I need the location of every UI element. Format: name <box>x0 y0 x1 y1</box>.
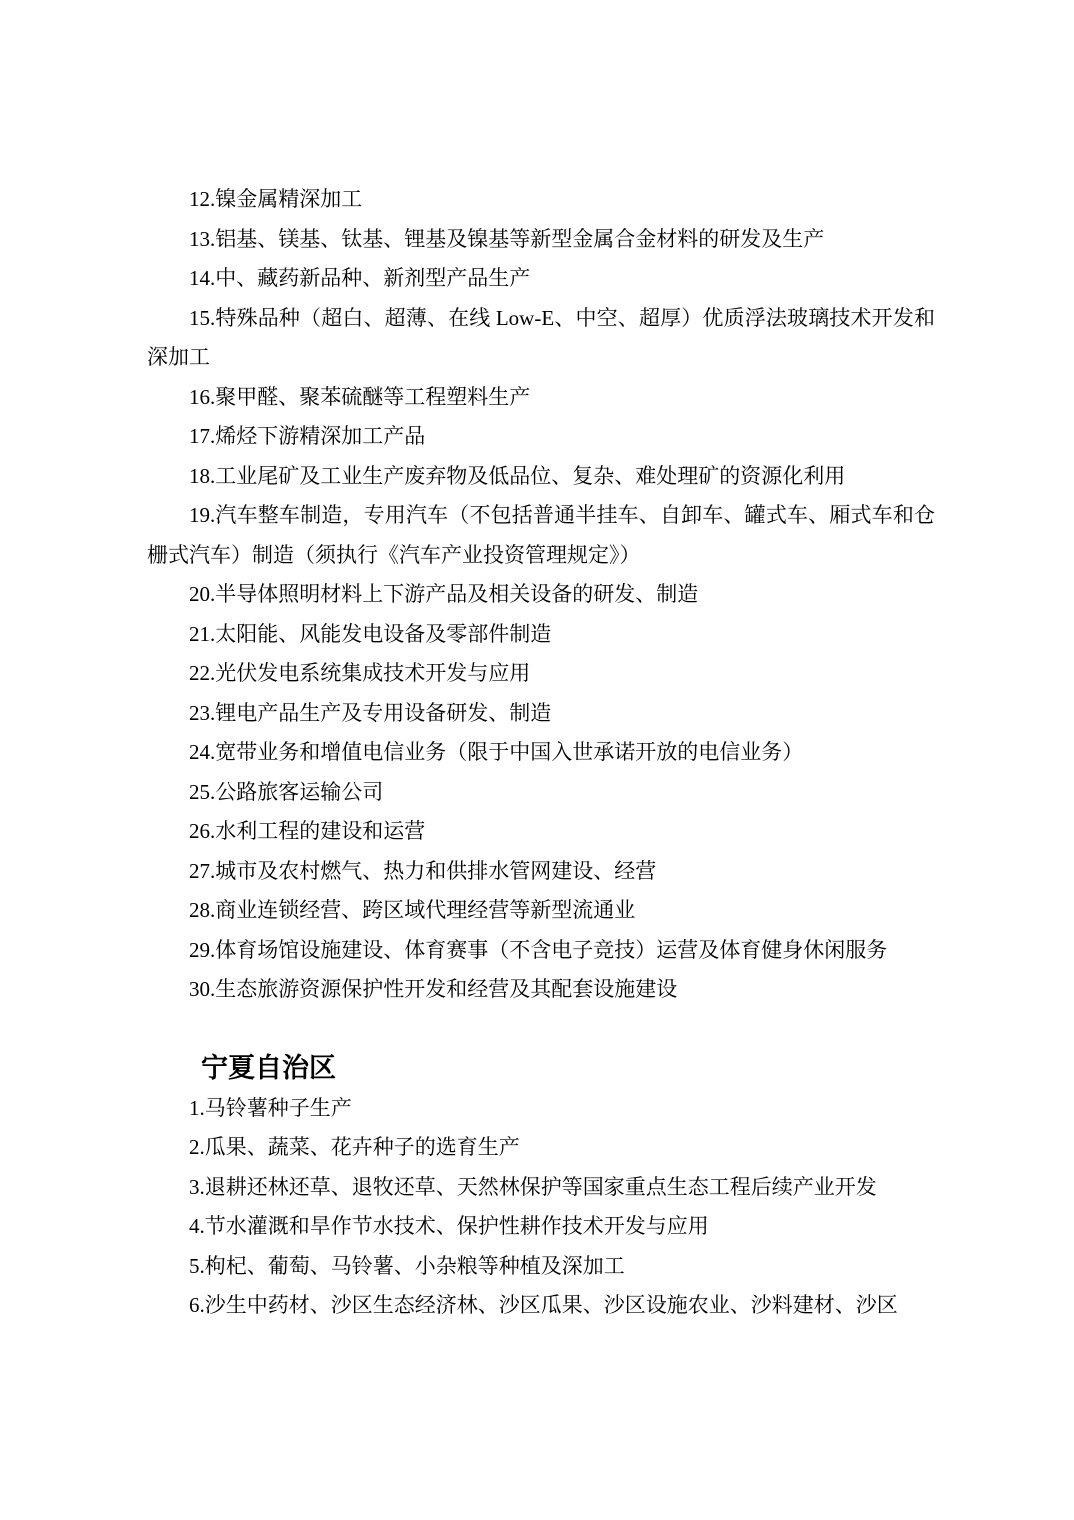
list-item: 12.镍金属精深加工 <box>189 187 363 211</box>
list-item: 4.节水灌溉和旱作节水技术、保护性耕作技术开发与应用 <box>189 1214 709 1238</box>
list-item: 15.特殊品种（超白、超薄、在线 Low-E、中空、超厚）优质浮法玻璃技术开发和深加工 <box>147 305 935 369</box>
list-item: 20.半导体照明材料上下游产品及相关设备的研发、制造 <box>189 582 699 606</box>
list-item: 3.退耕还林还草、退牧还草、天然林保护等国家重点生态工程后续产业开发 <box>189 1174 877 1199</box>
list-item: 5.枸杞、葡萄、马铃薯、小杂粮等种植及深加工 <box>189 1253 625 1278</box>
list-item: 19.汽车整车制造，专用汽车（不包括普通半挂车、自卸车、罐式车、厢式车和仓栅式汽车）制造（须执行《汽车产业投资管理规定》） <box>147 503 935 567</box>
section-heading: 宁夏自治区 <box>201 1053 336 1083</box>
list-item: 30.生态旅游资源保护性开发和经营及其配套设施建设 <box>189 977 678 1001</box>
list-item: 25.公路旅客运输公司 <box>189 779 384 804</box>
list-item: 1.马铃薯种子生产 <box>189 1095 352 1120</box>
list-item: 2.瓜果、蔬菜、花卉种子的选育生产 <box>189 1135 520 1159</box>
list-item: 29.体育场馆设施建设、体育赛事（不含电子竞技）运营及体育健身休闲服务 <box>189 937 888 962</box>
list-item: 18.工业尾矿及工业生产废弃物及低品位、复杂、难处理矿的资源化利用 <box>189 463 846 488</box>
list-item: 24.宽带业务和增值电信业务（限于中国入世承诺开放的电信业务） <box>189 740 804 764</box>
list-item: 13.铝基、镁基、钛基、锂基及镍基等新型金属合金材料的研发及生产 <box>189 226 825 251</box>
list-item: 27.城市及农村燃气、热力和供排水管网建设、经营 <box>189 858 657 883</box>
list-item: 16.聚甲醛、聚苯硫醚等工程塑料生产 <box>189 384 531 409</box>
list-item: 23.锂电产品生产及专用设备研发、制造 <box>189 700 552 725</box>
list-item: 14.中、藏药新品种、新剂型产品生产 <box>189 266 531 290</box>
list-item: 28.商业连锁经营、跨区域代理经营等新型流通业 <box>189 898 636 922</box>
list-item: 6.沙生中药材、沙区生态经济林、沙区瓜果、沙区设施农业、沙料建材、沙区 <box>189 1293 898 1317</box>
list-item: 22.光伏发电系统集成技术开发与应用 <box>189 661 531 685</box>
list-item: 21.太阳能、风能发电设备及零部件制造 <box>189 621 552 646</box>
list-item: 26.水利工程的建设和运营 <box>189 819 426 843</box>
list-item: 17.烯烃下游精深加工产品 <box>189 424 426 448</box>
